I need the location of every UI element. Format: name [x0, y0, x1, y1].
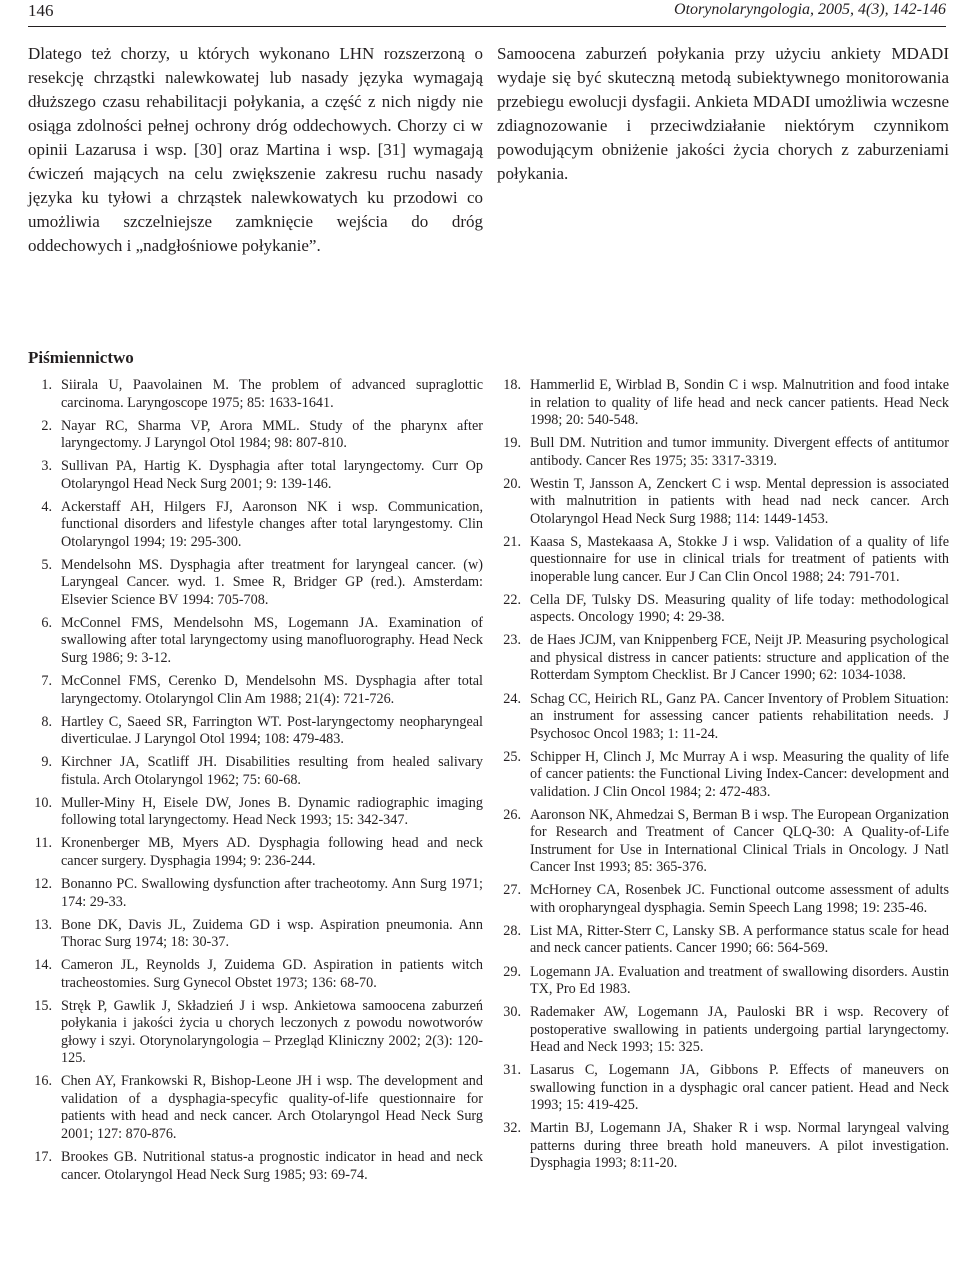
reference-text: McConnel FMS, Mendelsohn MS, Logemann JA. Examination of swallowing after total laryngectomy using manofluorography. Head Neck Surg 1986; 9: 3-12. [61, 614, 483, 666]
reference-item [28, 876, 483, 911]
reference-number: 11. [34, 835, 52, 852]
reference-number: 21. [503, 533, 521, 550]
reference-item [497, 534, 949, 587]
reference-text: Muller-Miny H, Eisele DW, Jones B. Dynamic radiographic imaging following total laryngectomy. Head Neck 1993; 15: 342-347. [61, 794, 483, 829]
reference-text: McConnel FMS, Cerenko D, Mendelsohn MS. Dysphagia after total laryngectomy. Otolaryngol Clin Am 1988; 21(4): 721-726. [61, 673, 483, 707]
reference-number: 6. [41, 614, 52, 631]
page-header [28, 0, 946, 27]
reference-text: Ackerstaff AH, Hilgers FJ, Aaronson NK i wsp. Communication, functional disorders and lifestyle changes after total laryngestomy. Clin Otolaryngol 1994; 19: 295-300. [61, 498, 483, 550]
reference-number: 2. [41, 417, 52, 434]
references-heading: Piśmiennictwo [28, 348, 134, 367]
reference-text: Rademaker AW, Logemann JA, Pauloski BR i wsp. Recovery of postoperative swallowing in patients undergoing partial laryngectomy. Head and Neck 1993; 15: 325. [530, 1004, 949, 1056]
reference-number: 1. [41, 377, 52, 393]
reference-text: Sullivan PA, Hartig K. Dysphagia after total laryngectomy. Curr Op Otolaryngol Head Neck Surg 2001; 9: 139-146. [61, 458, 483, 492]
reference-number: 28. [503, 922, 521, 939]
body-paragraph-left: Dlatego też chorzy, u których wykonano LHN rozszerzoną o resekcję chrząstki nalewkowatej lub nasady języka wymagają dłuższego czasu rehabilitacji połykania, a część z nich nigdy nie osiąga zdolności pełnej ochrony dróg oddechowych. Chorzy ci w opinii Lazarusa i wsp. [30] oraz Martina i wsp. [31] wymagają ćwiczeń mających na celu zwiększenie zakresu ruchu nasady języka ku tyłowi a chrząstek nalewkowatych ku przodowi co umożliwia szczelniejsze zamknięcie wejścia do dróg oddechowych i „nadgłośniowe połykanie”. [28, 44, 483, 255]
reference-number: 27. [503, 882, 521, 899]
reference-text: Kirchner JA, Scatliff JH. Disabilities resulting from healed salivary fistula. Arch Otolaryngol 1962; 75: 60-68. [61, 754, 483, 788]
reference-item [497, 377, 949, 430]
reference-text: Bonanno PC. Swallowing dysfunction after tracheotomy. Ann Surg 1971; 174: 29-33. [61, 876, 483, 910]
reference-item [28, 714, 483, 749]
reference-number: 26. [503, 806, 521, 823]
reference-number: 19. [503, 435, 521, 452]
reference-number: 17. [34, 1149, 52, 1165]
reference-number: 22. [503, 591, 521, 608]
reference-number: 23. [503, 632, 521, 649]
reference-text: Kaasa S, Mastekaasa A, Stokke J i wsp. Validation of a quality of life questionnaire for use in clinical trials for treatment of patients with inoperable lung cancer. Eur J Can Clin Oncol 1988; 24: 791-701. [530, 533, 949, 585]
reference-text: Lasarus C, Logemann JA, Gibbons P. Effects of maneuvers on swallowing function in a dysphagic oral cancer patient. Head and Neck 1993; 15: 419-425. [530, 1062, 949, 1114]
reference-item [497, 807, 949, 877]
reference-number: 16. [34, 1073, 52, 1090]
reference-number: 15. [34, 997, 52, 1014]
reference-item [497, 1004, 949, 1057]
reference-text: Brookes GB. Nutritional status-a prognostic indicator in head and neck cancer. Otolaryngol Head Neck Surg 1985; 93: 69-74. [61, 1149, 483, 1183]
reference-item [497, 923, 949, 958]
body-paragraph-right: Samoocena zaburzeń połykania przy użyciu ankiety MDADI wydaje się być skuteczną metodą subiektywnego monitorowania przebiegu ewolucji dysfagii. Ankieta MDADI umożliwia wczesne zdiagnozowanie i przeciwdziałanie niektórym czynnikom powodującym obniżenie jakości życia chorych z zaburzeniami połykania. [497, 44, 949, 183]
reference-item [28, 795, 483, 830]
reference-text: de Haes JCJM, van Knippenberg FCE, Neijt JP. Measuring psychological and physical distress in cancer patients: structure and application of the Rotterdam Symptom Checklist. Br J Cancer 1990; 62: 1034-1038. [530, 632, 949, 684]
reference-item [497, 1062, 949, 1115]
reference-text: Cameron JL, Reynolds J, Zuidema GD. Aspiration in patients witch tracheostomies. Surg Gynecol Obstet 1973; 136: 68-70. [61, 957, 483, 991]
reference-item [28, 458, 483, 493]
reference-item [497, 691, 949, 744]
reference-number: 24. [503, 690, 521, 707]
reference-number: 7. [41, 673, 52, 690]
page-number: 146 [28, 1, 54, 20]
reference-text: Westin T, Jansson A, Zenckert C i wsp. Mental depression is associated with malnutrition in patients with head nad neck cancer. Arch Otolaryngol Head Neck Surg 1988; 114: 1449-1453. [530, 475, 949, 527]
reference-item [28, 673, 483, 708]
reference-number: 3. [41, 458, 52, 475]
reference-item [497, 749, 949, 802]
reference-item [497, 476, 949, 529]
reference-text: Kronenberger MB, Myers AD. Dysphagia following head and neck cancer surgery. Dysphagia 1994; 9: 236-244. [61, 835, 483, 869]
reference-number: 18. [503, 377, 521, 393]
journal-citation: Otorynolaryngologia, 2005, 4(3), 142-146 [674, 1, 946, 18]
reference-number: 5. [41, 556, 52, 573]
reference-item [28, 917, 483, 952]
reference-text: Hammerlid E, Wirblad B, Sondin C i wsp. Malnutrition and food intake in relation to quality of life head and neck cancer patients. Head Neck 1998; 20: 540-548. [530, 377, 949, 428]
reference-text: Bull DM. Nutrition and tumor immunity. Divergent effects of antitumor antibody. Cancer Res 1975; 35: 3317-3319. [530, 435, 949, 469]
reference-number: 13. [34, 916, 52, 933]
reference-item [497, 882, 949, 917]
reference-number: 14. [34, 957, 52, 974]
reference-item [28, 957, 483, 992]
reference-item [28, 615, 483, 668]
reference-text: Chen AY, Frankowski R, Bishop-Leone JH i wsp. The development and validation of a dysphagia-specyfic quality-of-life questionnaire for patients with head and neck cancer. Arch Otolaryngol Head Neck Surg 2001; 127: 870-876. [61, 1073, 483, 1142]
reference-number: 31. [503, 1062, 521, 1079]
reference-item [497, 964, 949, 999]
reference-item [497, 632, 949, 685]
reference-text: Schag CC, Heirich RL, Ganz PA. Cancer Inventory of Problem Situation: an instrument for assessing cancer patients rehabilitation needs. J Psychosoc Oncol 1983; 1: 11-24. [530, 690, 949, 742]
reference-item [497, 592, 949, 627]
reference-item [28, 418, 483, 453]
reference-number: 32. [503, 1120, 521, 1137]
reference-text: Mendelsohn MS. Dysphagia after treatment for laryngeal cancer. (w) Laryngeal Cancer. wyd. 1. Smee R, Bridger GP (red.). Amsterdam: Elsevier Science BV 1994: 705-708. [61, 556, 483, 608]
reference-item [497, 435, 949, 470]
reference-number: 12. [34, 876, 52, 893]
references-list-right [497, 377, 949, 1178]
reference-item [28, 557, 483, 610]
reference-item [28, 377, 483, 412]
reference-item [28, 835, 483, 870]
reference-text: Aaronson NK, Ahmedzai S, Berman B i wsp. The European Organization for Research and Treatment of Cancer QLQ-30: A Quality-of-Life Instrument for Use in International Clinical Trials in Oncology. J Natl Cancer Inst 1993; 85: 365-376. [530, 806, 949, 876]
reference-item [28, 998, 483, 1068]
reference-item [28, 1149, 483, 1184]
reference-text: Nayar RC, Sharma VP, Arora MML. Study of the pharynx after laryngectomy. J Laryngol Otol 1984; 98: 807-810. [61, 417, 483, 452]
reference-number: 10. [34, 794, 52, 811]
body-column-left [28, 42, 483, 258]
body-column-right [497, 42, 949, 186]
reference-item [28, 499, 483, 552]
reference-number: 29. [503, 963, 521, 980]
reference-text: McHorney CA, Rosenbek JC. Functional outcome assessment of adults with oropharyngeal dysphagia. Semin Speech Lang 1998; 19: 235-46. [530, 882, 949, 916]
reference-item [28, 1073, 483, 1143]
reference-number: 8. [41, 713, 52, 730]
reference-number: 30. [503, 1004, 521, 1021]
reference-item [497, 1120, 949, 1173]
references-list-left [28, 377, 483, 1190]
reference-text: Schipper H, Clinch J, Mc Murray A i wsp. Measuring the quality of life of cancer patients: the Functional Living Index-Cancer: development and validation. J Clin Oncol 1984; 2: 472-483. [530, 748, 949, 800]
reference-text: Logemann JA. Evaluation and treatment of swallowing disorders. Austin TX, Pro Ed 1983. [530, 963, 949, 998]
reference-text: Cella DF, Tulsky DS. Measuring quality of life today: methodological aspects. Oncology 1990; 4: 29-38. [530, 591, 949, 626]
reference-text: List MA, Ritter-Sterr C, Lansky SB. A performance status scale for head and neck cancer patients. Cancer 1990; 66: 564-569. [530, 922, 949, 957]
reference-text: Stręk P, Gawlik J, Składzień J i wsp. Ankietowa samoocena zaburzeń połykania i jakości życia u chorych leczonych z powodu nowotworów głowy i szyi. Otorynolaryngologia – Przegląd Kliniczny 2002; 2(3): 120-125. [61, 997, 483, 1067]
reference-number: 4. [41, 498, 52, 515]
reference-item [28, 754, 483, 789]
reference-number: 9. [41, 754, 52, 771]
reference-text: Hartley C, Saeed SR, Farrington WT. Post-laryngectomy neopharyngeal diverticulae. J Laryngol Otol 1994; 108: 479-483. [61, 713, 483, 748]
reference-text: Siirala U, Paavolainen M. The problem of advanced supraglottic carcinoma. Laryngoscope 1975; 85: 1633-1641. [61, 377, 483, 411]
reference-number: 20. [503, 475, 521, 492]
reference-text: Martin BJ, Logemann JA, Shaker R i wsp. Normal laryngeal valving patterns during three breath hold maneuvers. A pilot investigation. Dysphagia 1993; 8:11-20. [530, 1120, 949, 1172]
reference-number: 25. [503, 748, 521, 765]
reference-text: Bone DK, Davis JL, Zuidema GD i wsp. Aspiration pneumonia. Ann Thorac Surg 1974; 18: 30-37. [61, 916, 483, 951]
